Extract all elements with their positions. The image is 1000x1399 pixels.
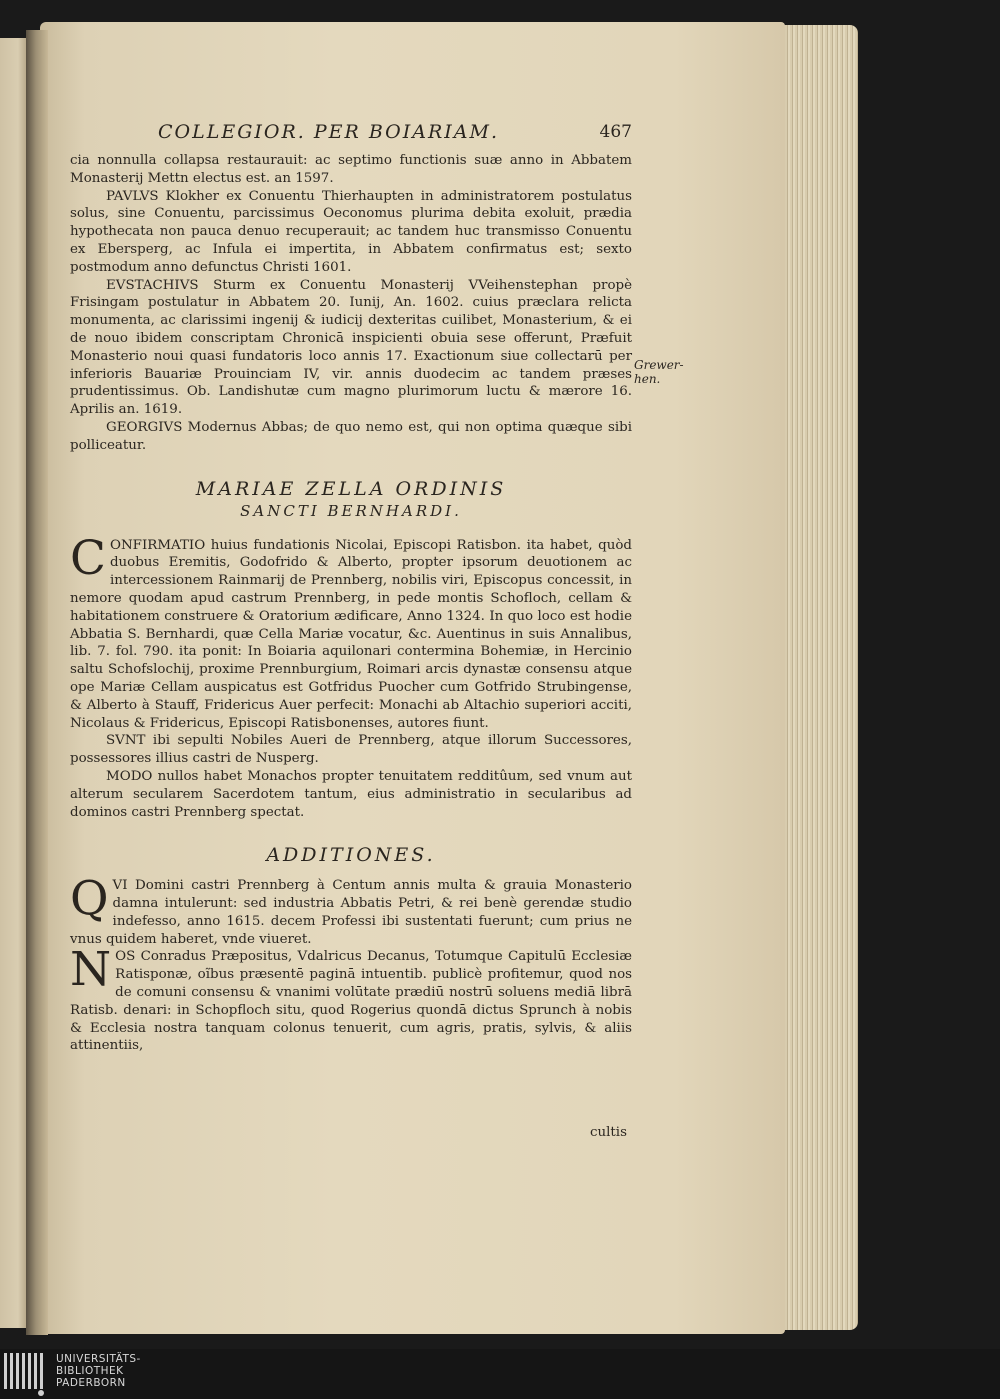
section-heading-additiones-text: ADDITIONES. <box>266 844 436 867</box>
page-text <box>70 118 632 1055</box>
catchword: cultis <box>590 1125 627 1140</box>
paragraph-nos-text: OS Conradus Præpositus, Vdalricus Decanus, Totumque Capitulū Ecclesiæ Ratisponæ, oĩbus præsentē paginā intuentib. publicè profitemur, quod nos de comuni consensu & vnanimi volūtate prædiū nostrū soluens mediā librā Ratisb. denari: in Schopfloch situ, quod Rogerius quondā dictus Sprunch à nobis & Ecclesia nostra tanquam colonus tenuerit, cum agris, pratis, sylvis, & aliis attinentiis, <box>70 949 632 1054</box>
library-name <box>56 1353 141 1389</box>
library-line-1: UNIVERSITÄTS- <box>56 1353 141 1365</box>
page-number: 467 <box>599 122 632 142</box>
drop-cap: Q <box>70 871 109 927</box>
section-heading-line1: MARIAE ZELLA ORDINIS <box>195 477 507 500</box>
paragraph-georgius: GEORGIVS Modernus Abbas; de quo nemo est, qui non optima quæque sibi polliceatur. <box>70 419 632 453</box>
paragraph-qui-text: VI Domini castri Prennberg à Centum annis multa & grauia Monasterio damna intulerunt: sed industria Abbatis Petri, & rei benè gerendæ studio indefesso, anno 1615. decem Professi ibi sustentati fuerunt; cum prius ne vnus quidem haberet, vnde viueret. <box>70 878 632 947</box>
drop-cap: C <box>70 530 106 586</box>
section-heading-additiones <box>70 843 632 867</box>
paragraph-qui <box>70 871 632 948</box>
paragraph-continued: cia nonnulla collapsa restaurauit: ac septimo functionis suæ anno in Abbatem Monasterij Mettn electus est. an 1597. <box>70 153 632 186</box>
paragraph-eustachius: EVSTACHIVS Sturm ex Conuentu Monasterij VVeihenstephan propè Frisingam postulatur in Abbatem 20. Iunij, An. 1602. cuius præclara relicta monumenta, ac clarissimi ingenij & iudicij dexteritas cuilibet, Monasterium, & ei de nouo ibidem conscriptam Chronicā inspicienti obuia sese offerunt, Præfuit Monasterio noui quasi fundatoris loco annis 17. Exactionum siue collectarū per inferioris Bauariæ Prouinciam IV, vir. annis duodecim ac tandem præses prudentissimus. Ob. Landishutæ cum magno plurimorum luctu & mærore 16. Aprilis an. 1619. <box>70 277 632 418</box>
drop-cap: N <box>70 942 112 998</box>
running-head <box>70 118 632 152</box>
section-heading-mariae-zella <box>70 477 632 521</box>
book-gutter <box>26 30 48 1335</box>
margin-note: Grewer-hen. <box>634 358 684 386</box>
paragraph-confirmatio <box>70 530 632 733</box>
section-heading-line2: SANCTI BERNHARDI. <box>240 501 462 520</box>
paragraph-nos <box>70 942 632 1055</box>
paragraph-modo: MODO nullos habet Monachos propter tenuitatem redditûum, sed vnum aut alterum secularem Sacerdotem tantum, eius administratio in secularibus ad dominos castri Prennberg spectat. <box>70 768 632 820</box>
library-logo-icon <box>0 1351 50 1397</box>
running-title: COLLEGIOR. PER BOIARIAM. <box>158 121 500 143</box>
paragraph-sunt: SVNT ibi sepulti Nobiles Aueri de Prennberg, atque illorum Successores, possessores illius castri de Nusperg. <box>70 733 632 767</box>
paragraph-paulus: PAVLVS Klokher ex Conuentu Thierhaupten in administratorem postulatus solus, sine Conuentu, parcissimus Oeconomus plurima debita exoluit, prædia hypothecata non pauca denuo recuperauit; ac tandem huc transmisso Conuentu ex Ebersperg, ac Infula ei impertita, in Abbatem confirmatus est; sexto postmodum anno defunctus Christi 1601. <box>70 188 632 275</box>
library-line-3: PADERBORN <box>56 1377 126 1389</box>
library-footer <box>0 1349 1000 1399</box>
paragraph-confirmatio-text: ONFIRMATIO huius fundationis Nicolai, Episcopi Ratisbon. ita habet, quòd duobus Eremitis, Godofrido & Alberto, propter ipsorum deuotionem ac intercessionem Rainmarij de Prennberg, nobilis viri, Episcopus concessit, in nemore quodam apud castrum Prennberg, in pede montis Schofloch, cellam & habitationem construere & Oratorium ædificare, Anno 1324. In quo loco est hodie Abbatia S. Bernhardi, quæ Cella Mariæ vocatur, &c. Auentinus in suis Annalibus, lib. 7. fol. 790. ita ponit: In Boiaria aquilonari contermina Bohemiæ, in Hercinio saltu Schofslochij, proxime Prennburgium, Roimari arcis dynastæ consensu atque ope Mariæ Cellam auspicatus est Gotfridus Puocher cum Gotfrido Strubingense, & Alberto à Stauff, Fridericus Auer perfecit: Monachi ab Altachio superiori acciti, Nicolaus & Fridericus, Episcopi Ratisbonenses, autores fiunt. <box>70 537 632 731</box>
library-line-2: BIBLIOTHEK <box>56 1365 124 1377</box>
